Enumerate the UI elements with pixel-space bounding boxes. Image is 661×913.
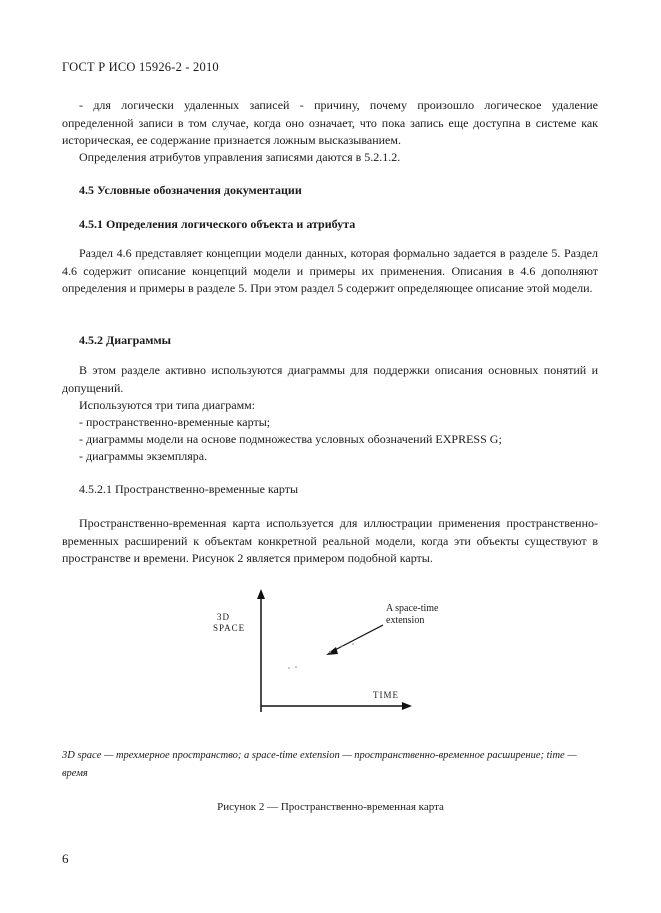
list-item: - диаграммы экземпляра. [79,449,208,463]
y-axis-label-line2: SPACE [213,623,246,633]
x-axis [261,702,412,710]
annotation-label-line2: extension [386,615,425,626]
list-item: - пространственно-временные карты; [79,415,271,429]
annotation-label-line1: A space-time [386,603,439,614]
figure-title: Рисунок 2 — Пространственно-временная карта [217,801,444,813]
page-number: 6 [62,851,69,866]
heading-4-5: 4.5 Условные обозначения документации [79,183,302,197]
y-axis-label-line1: 3D [217,612,230,622]
paragraph-section-4-6: Раздел 4.6 представляет концепции модели данных, которая формально задается в разделе 5. Раздел 4.6 содержит описание концепций модели и примеры их применения. Описания в 4.6 дополняют определения и примеры в разделе 5. При этом раздел 5 содержит определяющее описание этой модели. [62,246,598,295]
paragraph-deleted-records: - для логически удаленных записей - причину, почему произошло логическое удаление определенной записи в том случае, когда оно означает, что пока запись еще доступна в системе как историческая, ее содержание признается ложным высказыванием. [62,98,598,147]
paragraph-space-time-map: Пространственно-временная карта используется для иллюстрации применения пространственно-временных расширений к объектам конкретной реальной модели, когда эти объекты существуют в пространстве и времени. Рисунок 2 является примером подобной карты. [62,516,598,565]
list-item: - диаграммы модели на основе подмножества условных обозначений EXPRESS G; [79,432,502,446]
heading-4-5-2: 4.5.2 Диаграммы [79,333,172,347]
x-axis-label: TIME [373,690,399,700]
annotation-arrow [326,625,383,655]
heading-4-5-1: 4.5.1 Определения логического объекта и атрибута [79,217,356,231]
paragraph-diagrams-intro: В этом разделе активно используются диаграммы для поддержки описания основных понятий и допущений. [62,363,598,395]
paragraph-three-types: Используются три типа диаграмм: [79,398,256,412]
space-time-extension-marks [288,643,354,669]
figure-legend: 3D space — трехмерное пространство; a space-time extension — пространственно-временное расширение; time — время [62,750,577,779]
document-header: ГОСТ Р ИСО 15926-2 - 2010 [62,60,219,74]
paragraph-attributes-ref: Определения атрибутов управления записями даются в 5.2.1.2. [79,150,401,164]
heading-4-5-2-1: 4.5.2.1 Пространственно-временные карты [79,482,299,496]
y-axis [257,589,265,712]
